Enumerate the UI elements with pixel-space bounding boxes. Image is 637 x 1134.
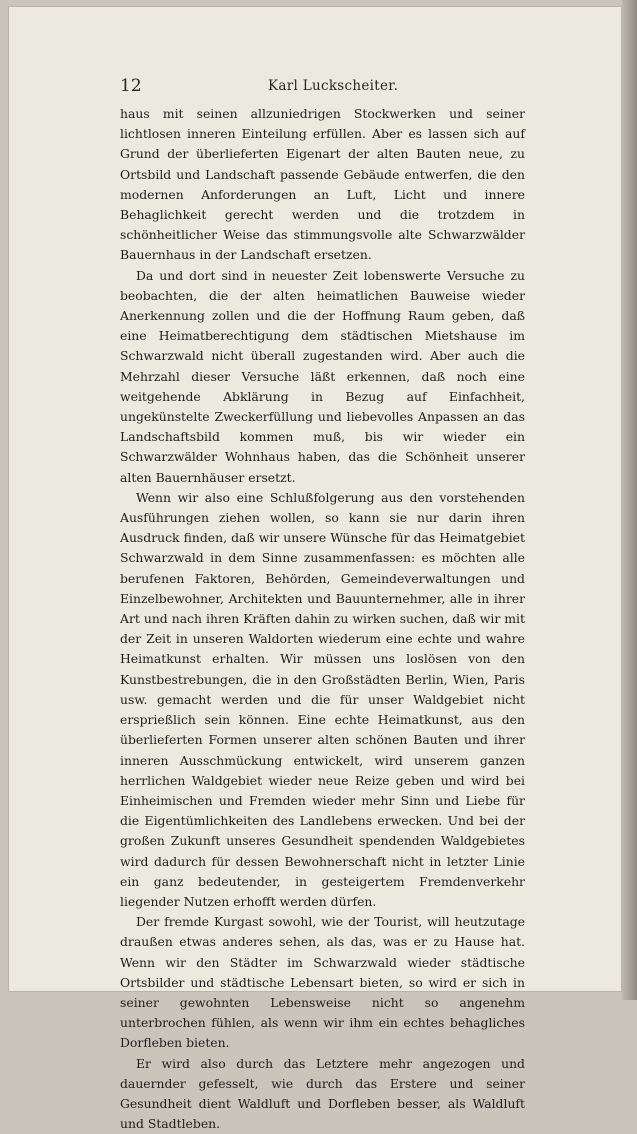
body-text — [120, 104, 525, 1134]
page-number: 12 — [120, 76, 142, 96]
page-edge-shadow — [622, 0, 637, 1000]
paragraph: Der fremde Kurgast sowohl, wie der Tourist, will heutzutage draußen etwas anderes sehen, als das, was er zu Hause hat. Wenn wir den Städter im Schwarzwald wieder städtische Ortsbilder und städtische Lebensart bieten, so wird er sich in seiner gewohnten Lebensweise nicht so angenehm unterbrochen fühlen, als wenn wir ihm ein echtes behagliches Dorfleben bieten. — [120, 914, 525, 1051]
paragraph: haus mit seinen allzuniedrigen Stockwerken und seiner lichtlosen inneren Einteilung erfüllen. Aber es lassen sich auf Grund der überlieferten Eigenart der alten Bauten neue, zu Ortsbild und Landschaft passende Gebäude entwerfen, die den modernen Anforderungen an Luft, Licht und innere Behaglichkeit gerecht werden und die trotzdem in schönheitlicher Weise das stimmungsvolle alte Schwarzwälder Bauernhaus in der Landschaft ersetzen. — [120, 106, 525, 263]
paragraph: Da und dort sind in neuester Zeit lobenswerte Versuche zu beobachten, die der alten heimatlichen Bauweise wieder Anerkennung zollen und die der Hoffnung Raum geben, daß eine Heimatberechtigung dem städtischen Mietshause im Schwarzwald nicht überall zugestanden wird. Aber auch die Mehrzahl dieser Versuche läßt erkennen, daß noch eine weitgehende Abklärung in Bezug auf Einfachheit, ungekünstelte Zweckerfüllung und liebevolles Anpassen an das Landschaftsbild kommen muß, bis wir wieder ein Schwarzwälder Wohnhaus haben, das die Schönheit unserer alten Bauernhäuser ersetzt. — [120, 267, 525, 485]
running-head: Karl Luckscheiter. — [268, 78, 399, 94]
paragraph: Er wird also durch das Letztere mehr angezogen und dauernder gefesselt, wie durch das Erstere und seiner Gesundheit dient Waldluft und Dorfleben besser, als Waldluft und Stadtleben. — [120, 1055, 525, 1132]
paragraph: Wenn wir also eine Schlußfolgerung aus den vorstehenden Ausführungen ziehen wollen, so kann sie nur darin ihren Ausdruck finden, daß wir unsere Wünsche für das Heimatgebiet Schwarzwald in dem Sinne zusammenfassen: es möchten alle berufenen Faktoren, Behörden, Gemeindeverwaltungen und Einzelbewohner, Architekten und Bauunternehmer, alle in ihrer Art und nach ihren Kräften dahin zu wirken suchen, daß wir mit der Zeit in unseren Waldorten wiederum eine echte und wahre Heimatkunst erhalten. Wir müssen uns loslösen von den Kunstbestrebungen, die in den Großstädten Berlin, Wien, Paris usw. gemacht werden und die für unser Waldgebiet nicht ersprießlich sein können. Eine echte Heimatkunst, aus den überlieferten Formen unserer alten schönen Bauten und ihrer inneren Ausschmückung entwickelt, wird unserem ganzen herrlichen Waldgebiet wieder neue Reize geben und wird bei Einheimischen und Fremden wieder mehr Sinn und Liebe für die Eigentümlichkeiten des Landlebens erwecken. Und bei der großen Zukunft unseres Gesundheit spendenden Waldgebietes wird dadurch für dessen Bewohnerschaft nicht in letzter Linie ein ganz bedeutender, in gesteigertem Fremdenverkehr liegender Nutzen erhofft werden dürfen. — [120, 489, 525, 909]
page-header — [120, 76, 520, 98]
